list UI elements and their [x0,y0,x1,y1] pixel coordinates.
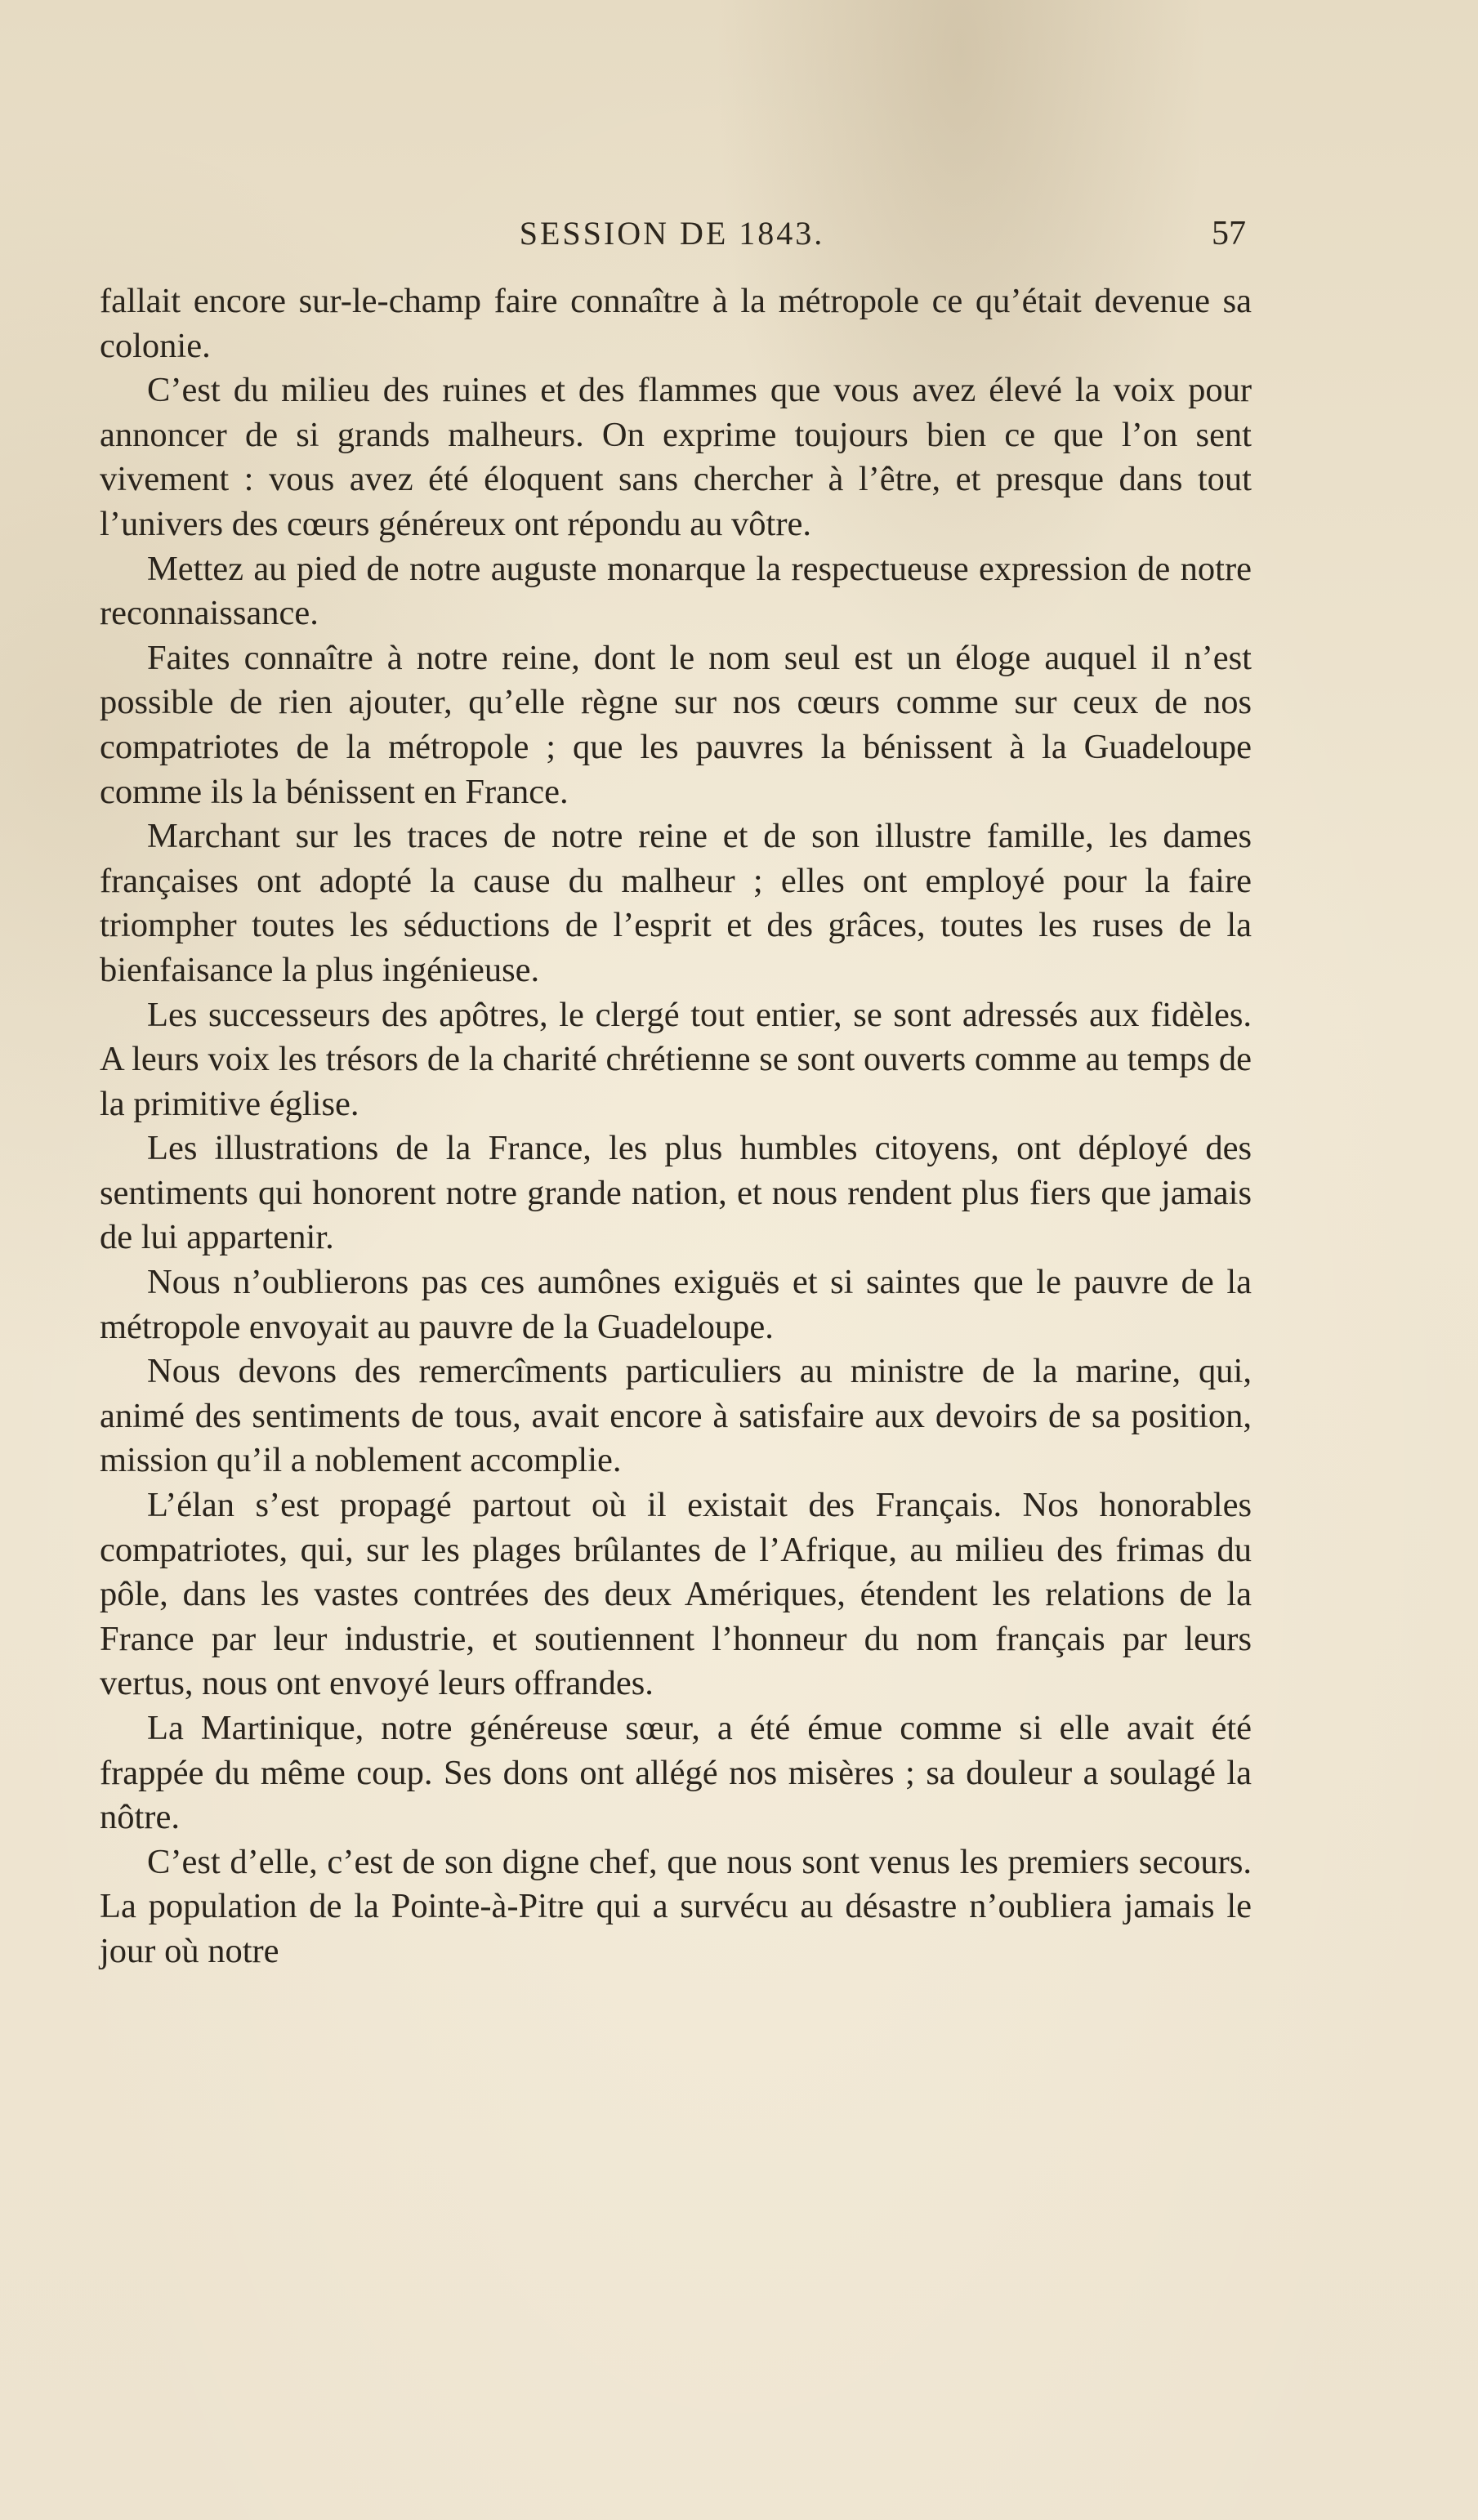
paragraph: Nous n’oublierons pas ces aumônes exiguës et si saintes que le pauvre de la métropole envoyait au pauvre de la Guadeloupe. [100,1263,1252,1346]
paragraph: Les illustrations de la France, les plus humbles citoyens, ont déployé des sentiments qui honorent notre grande nation, et nous rendent plus fiers que jamais de lui appartenir. [100,1129,1252,1257]
running-head [98,214,1246,263]
page-number: 57 [1212,215,1246,252]
paragraph: Nous devons des remercîments particuliers au ministre de la marine, qui, animé des sentiments de tous, avait encore à satisfaire aux devoirs de sa position, mission qu’il a noblement accomplie. [100,1352,1252,1480]
paragraph: Faites connaître à notre reine, dont le nom seul est un éloge auquel il n’est possible de rien ajouter, qu’elle règne sur nos cœurs comme sur ceux de nos compatriotes de la métropole ; que les pauvres la bénissent à la Guadeloupe comme ils la bénissent en France. [100,638,1252,811]
paragraph: Mettez au pied de notre auguste monarque la respectueuse expression de notre reconnaissance. [100,549,1252,633]
body-text [100,279,1252,1974]
paragraph: L’élan s’est propagé partout où il existait des Français. Nos honorables compatriotes, qui, sur les plages brûlantes de l’Afrique, au milieu des frimas du pôle, dans les vastes contrées des deux Amériques, étendent les relations de la France par leur industrie, et soutiennent l’honneur du nom français par leurs vertus, nous ont envoyé leurs offrandes. [100,1486,1252,1703]
paragraph: C’est du milieu des ruines et des flammes que vous avez élevé la voix pour annoncer de si grands malheurs. On exprime toujours bien ce que l’on sent vivement : vous avez été éloquent sans chercher à l’être, et presque dans tout l’univers des cœurs généreux ont répondu au vôtre. [100,371,1252,543]
running-head-title: SESSION DE 1843. [519,215,825,252]
paragraph: Marchant sur les traces de notre reine et de son illustre famille, les dames françaises ont adopté la cause du malheur ; elles ont employé pour la faire triompher toutes les séductions de l’esprit et des grâces, toutes les ruses de la bienfaisance la plus ingénieuse. [100,817,1252,989]
paragraph: fallait encore sur-le-champ faire connaître à la métropole ce qu’était devenue sa colonie. [100,282,1252,365]
paragraph: La Martinique, notre généreuse sœur, a été émue comme si elle avait été frappée du même coup. Ses dons ont allégé nos misères ; sa douleur a soulagé la nôtre. [100,1709,1252,1837]
paragraph: Les successeurs des apôtres, le clergé tout entier, se sont adressés aux fidèles. A leurs voix les trésors de la charité chrétienne se sont ouverts comme au temps de la primitive église. [100,995,1252,1123]
paragraph: C’est d’elle, c’est de son digne chef, que nous sont venus les premiers secours. La population de la Pointe-à-Pitre qui a survécu au désastre n’oubliera jamais le jour où notre [100,1842,1252,1970]
